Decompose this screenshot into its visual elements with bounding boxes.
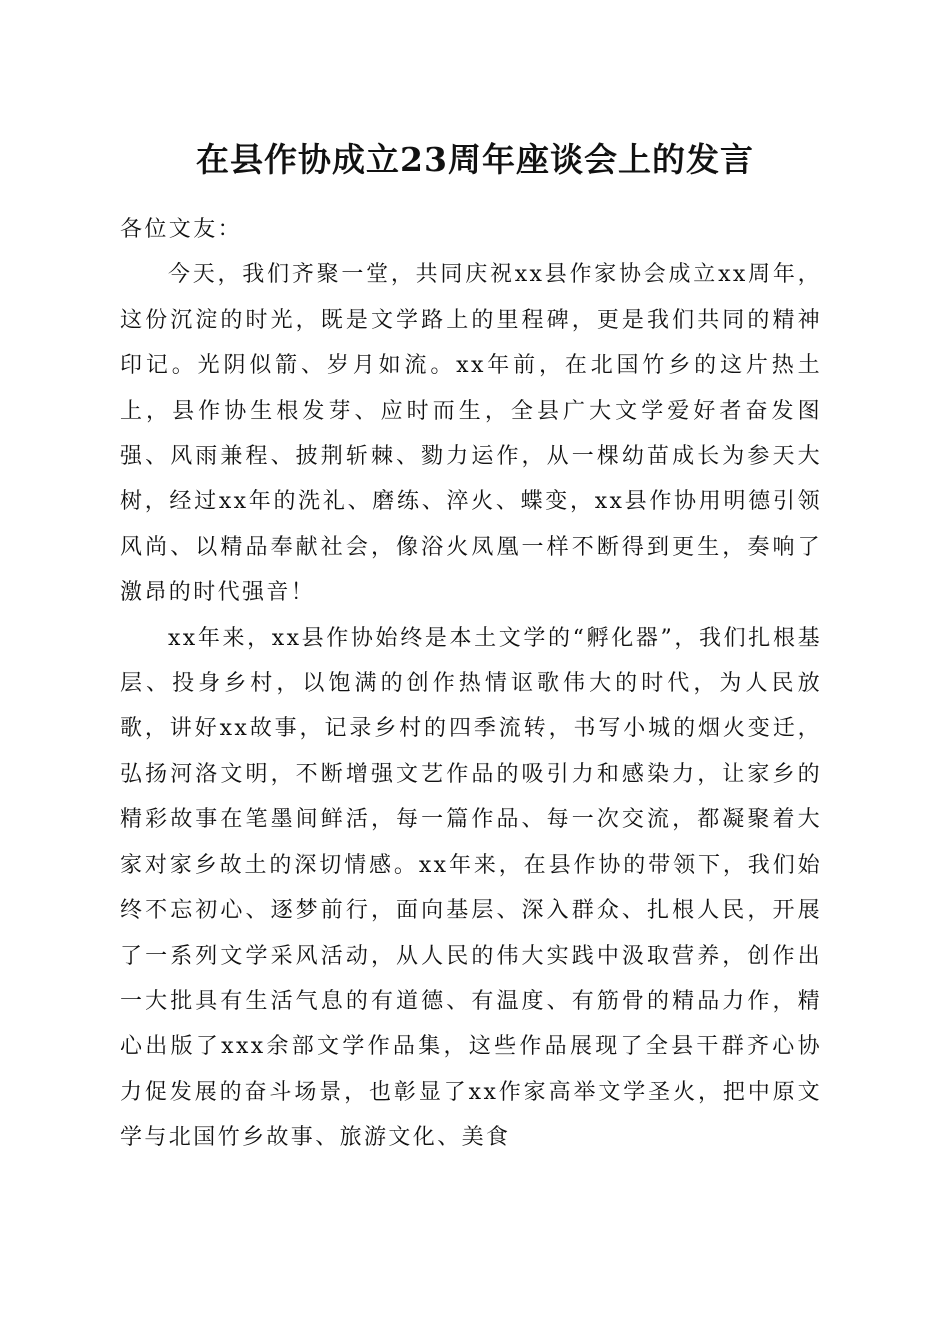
document-title: 在县作协成立23周年座谈会上的发言 (196, 140, 754, 179)
document-body (120, 207, 822, 1161)
paragraph-1: 今天，我们齐聚一堂，共同庆祝xx县作家协会成立xx周年，这份沉淀的时光，既是文学路上的里程碑，更是我们共同的精神印记。光阴似箭、岁月如流。xx年前，在北国竹乡的这片热土上，县作协生根发芽、应时而生，全县广大文学爱好者奋发图强、风雨兼程、披荆斩棘、勠力运作，从一棵幼苗成长为参天大树，经过xx年的洗礼、磨练、淬火、蝶变，xx县作协用明德引领风尚、以精品奉献社会，像浴火凤凰一样不断得到更生，奏响了激昂的时代强音！ (120, 262, 822, 606)
paragraph-2: xx年来，xx县作协始终是本土文学的“孵化器”，我们扎根基层、投身乡村，以饱满的创作热情讴歌伟大的时代，为人民放歌，讲好xx故事，记录乡村的四季流转，书写小城的烟火变迁，弘扬河洛文明，不断增强文艺作品的吸引力和感染力，让家乡的精彩故事在笔墨间鲜活，每一篇作品、每一次交流，都凝聚着大家对家乡故土的深切情感。xx年来，在县作协的带领下，我们始终不忘初心、逐梦前行，面向基层、深入群众、扎根人民，开展了一系列文学采风活动，从人民的伟大实践中汲取营养，创作出一大批具有生活气息的有道德、有温度、有筋骨的精品力作，精心出版了xxx余部文学作品集，这些作品展现了全县干群齐心协力促发展的奋斗场景，也彰显了xx作家高举文学圣火，把中原文学与北国竹乡故事、旅游文化、美食 (120, 625, 822, 1151)
salutation: 各位文友： (120, 217, 243, 242)
